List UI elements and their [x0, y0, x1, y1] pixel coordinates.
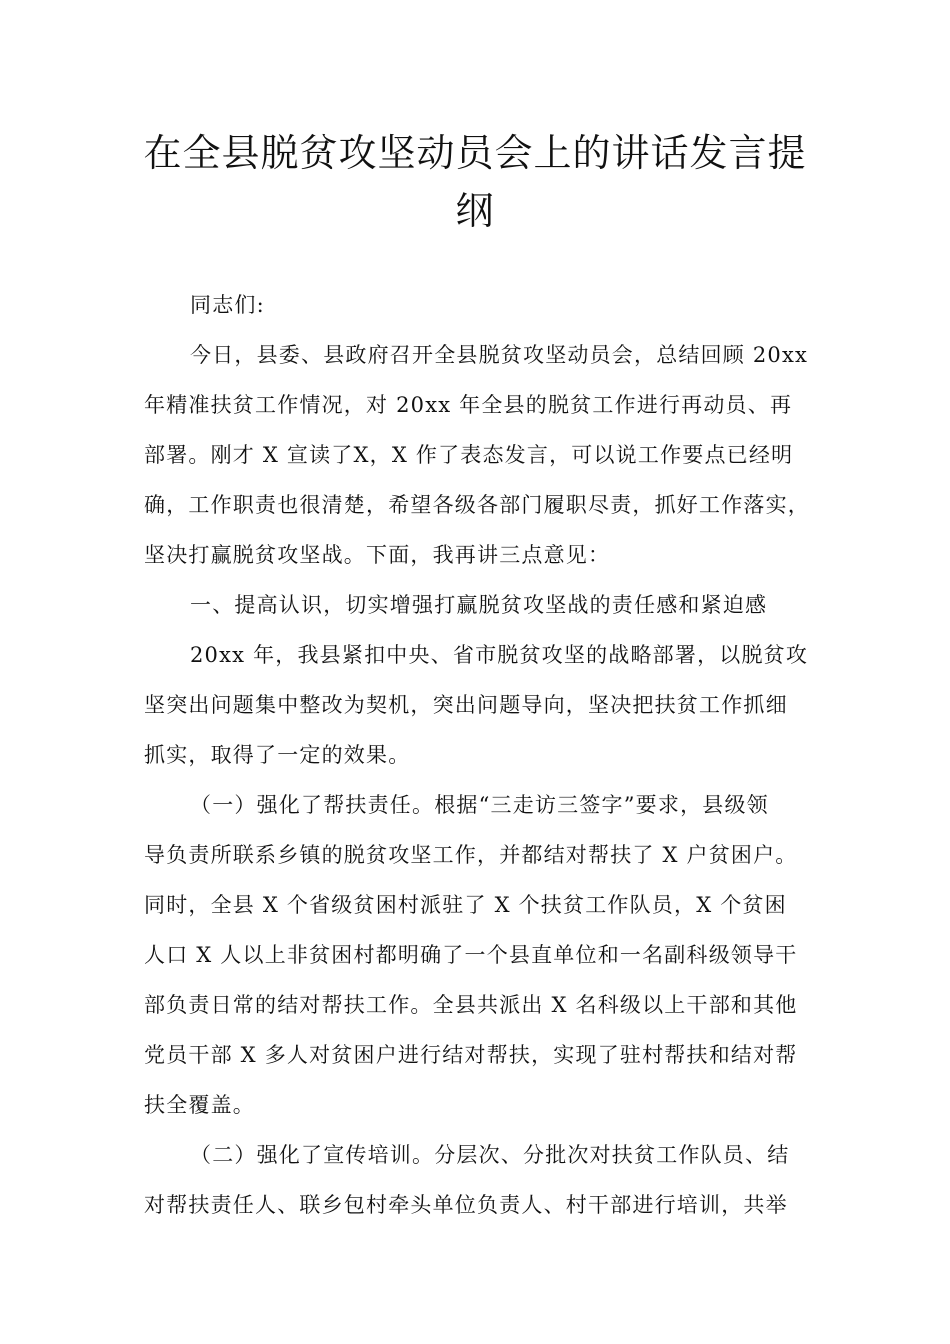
- paragraph-line: （一）强化了帮扶责任。根据“三走访三签字”要求，县级领: [190, 793, 769, 817]
- paragraph-line: 扶全覆盖。: [144, 1093, 255, 1117]
- paragraph-line: 党员干部 X 多人对贫困户进行结对帮扶，实现了驻村帮扶和结对帮: [144, 1043, 798, 1067]
- paragraph-line: 抓实，取得了一定的效果。: [144, 743, 411, 767]
- paragraph-line: 20xx 年，我县紧扣中央、省市脱贫攻坚的战略部署，以脱贫攻: [190, 643, 809, 667]
- section-heading: 一、提高认识，切实增强打赢脱贫攻坚战的责任感和紧迫感: [190, 593, 768, 617]
- paragraph-line: 部署。刚才 X 宣读了X，X 作了表态发言，可以说工作要点已经明: [144, 443, 794, 467]
- paragraph-line: 对帮扶责任人、联乡包村牵头单位负责人、村干部进行培训，共举: [144, 1193, 788, 1217]
- paragraph-line: 确，工作职责也很清楚，希望各级各部门履职尽责，抓好工作落实，: [144, 493, 810, 517]
- paragraph-line: 坚突出问题集中整改为契机，突出问题导向，坚决把扶贫工作抓细: [144, 693, 788, 717]
- paragraph-line: 同时，全县 X 个省级贫困村派驻了 X 个扶贫工作队员，X 个贫困: [144, 893, 787, 917]
- paragraph-line: 今日，县委、县政府召开全县脱贫攻坚动员会，总结回顾 20xx: [190, 343, 809, 367]
- paragraph-line: （二）强化了宣传培训。分层次、分批次对扶贫工作队员、结: [190, 1143, 790, 1167]
- paragraph-line: 部负责日常的结对帮扶工作。全县共派出 X 名科级以上干部和其他: [144, 993, 798, 1017]
- salutation: 同志们:: [190, 293, 265, 317]
- paragraph-line: 导负责所联系乡镇的脱贫攻坚工作，并都结对帮扶了 X 户贫困户。: [144, 843, 798, 867]
- document-body: [144, 280, 824, 1230]
- paragraph-line: 年精准扶贫工作情况，对 20xx 年全县的脱贫工作进行再动员、再: [144, 393, 793, 417]
- title-line-2: 纲: [455, 189, 495, 233]
- document-title: [120, 124, 830, 240]
- paragraph-line: 人口 X 人以上非贫困村都明确了一个县直单位和一名副科级领导干: [144, 943, 798, 967]
- paragraph-line: 坚决打赢脱贫攻坚战。下面，我再讲三点意见：: [144, 543, 611, 567]
- title-line-1: 在全县脱贫攻坚动员会上的讲话发言提: [143, 131, 807, 175]
